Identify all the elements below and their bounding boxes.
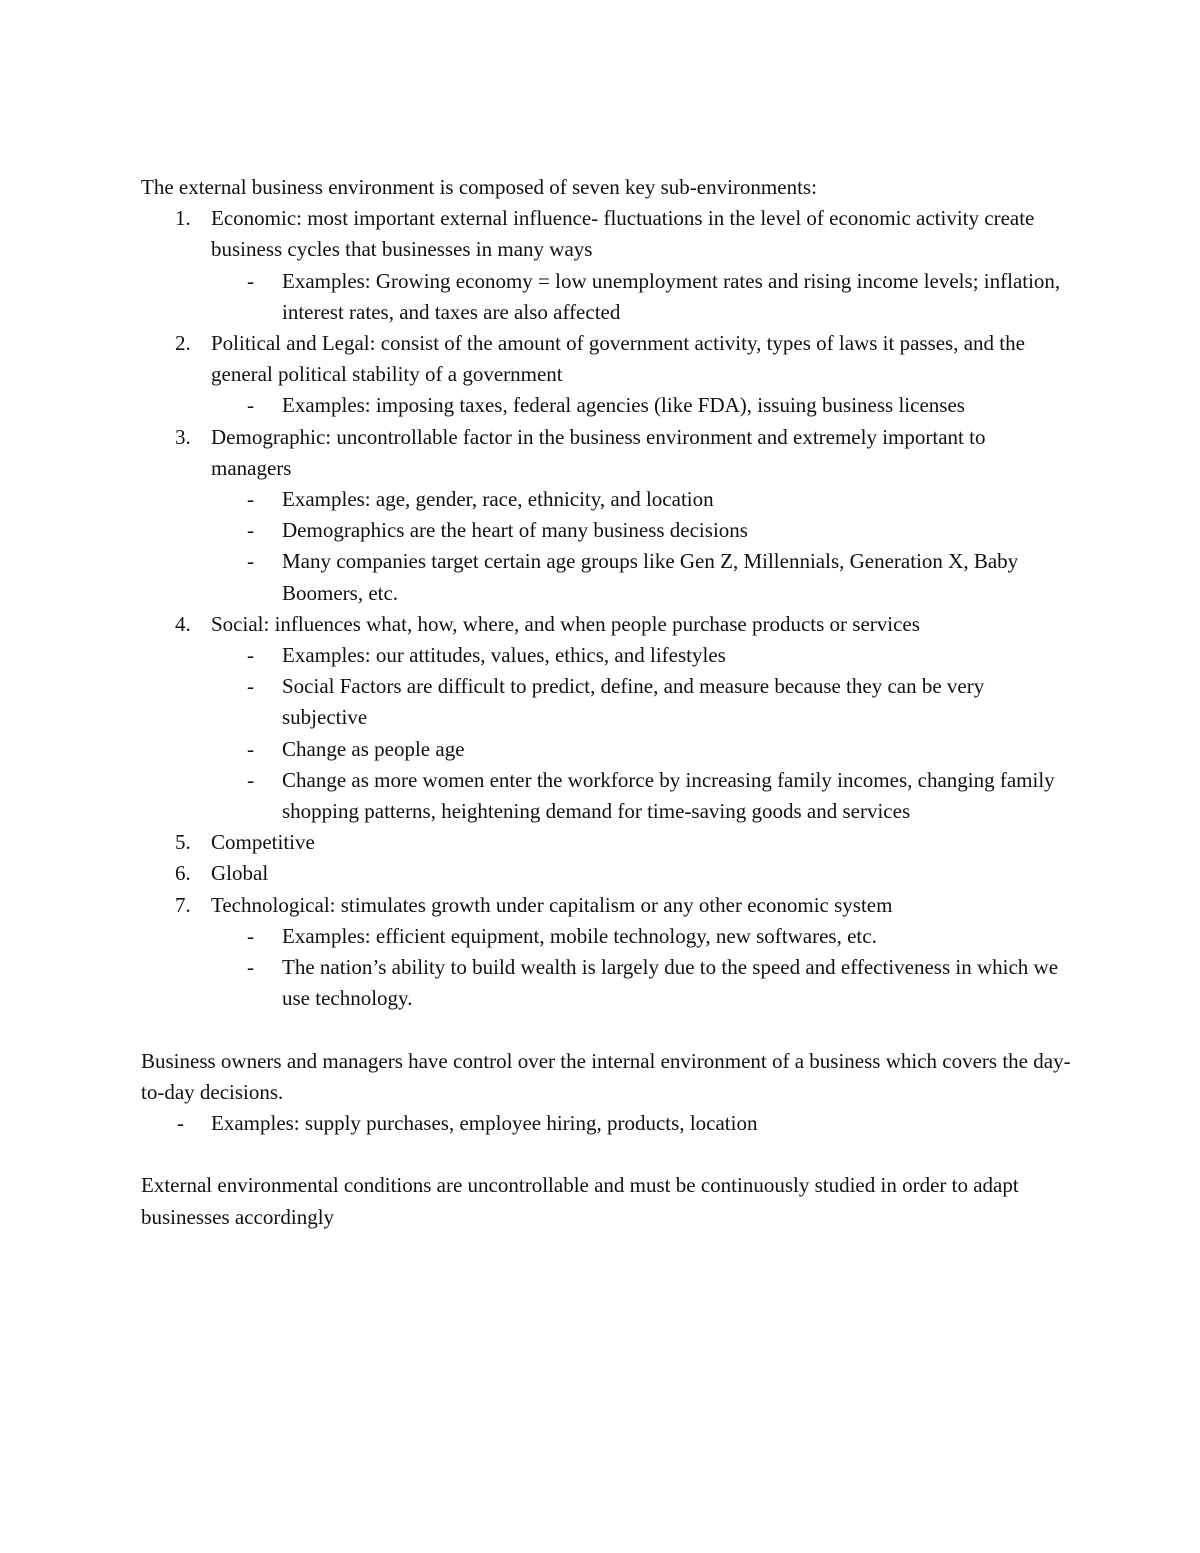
list-number: 1. xyxy=(175,206,191,231)
sub-environment-item xyxy=(141,328,1071,422)
sub-environment-item xyxy=(141,827,1071,858)
example-bullet xyxy=(211,515,1071,546)
bullet-text: Change as more women enter the workforce by increasing family incomes, changing family shopping patterns, heightening demand for time-saving goods and services xyxy=(282,767,1055,824)
bullet-text: Examples: our attitudes, values, ethics, and lifestyles xyxy=(282,643,726,668)
dash-bullet: - xyxy=(247,736,254,761)
sub-environment-item xyxy=(141,422,1071,609)
sub-environment-text: Economic: most important external influence- fluctuations in the level of economic activity create business cycles that businesses in many ways xyxy=(211,206,1035,262)
dash-bullet: - xyxy=(247,268,254,293)
examples-list xyxy=(211,640,1071,827)
bullet-text: Change as people age xyxy=(282,736,465,761)
dash-bullet: - xyxy=(247,767,254,792)
bullet-text: The nation’s ability to build wealth is largely due to the speed and effectiveness in which we use technology. xyxy=(282,955,1059,1011)
list-number: 3. xyxy=(175,424,191,449)
example-bullet xyxy=(211,484,1071,515)
internal-examples-list xyxy=(141,1108,1071,1139)
example-bullet xyxy=(211,734,1071,765)
example-bullet xyxy=(211,266,1071,328)
bullet-text: Examples: imposing taxes, federal agencies (like FDA), issuing business licenses xyxy=(282,393,965,418)
internal-example-bullet xyxy=(141,1108,1071,1139)
list-number: 7. xyxy=(175,892,191,917)
bullet-text: Examples: age, gender, race, ethnicity, and location xyxy=(282,487,714,512)
sub-environment-text: Competitive xyxy=(211,830,315,855)
examples-list xyxy=(211,484,1071,609)
document-body xyxy=(141,172,1071,1233)
example-bullet xyxy=(211,546,1071,608)
dash-bullet: - xyxy=(247,518,254,543)
bullet-text: Social Factors are difficult to predict, define, and measure because they can be very subjective xyxy=(282,674,985,730)
example-bullet xyxy=(211,921,1071,952)
paragraph-spacer xyxy=(141,1139,1071,1170)
dash-bullet: - xyxy=(247,923,254,948)
dash-bullet: - xyxy=(247,643,254,668)
sub-environment-text: Global xyxy=(211,861,269,886)
sub-environment-item xyxy=(141,858,1071,889)
bullet-text: Demographics are the heart of many business decisions xyxy=(282,518,748,543)
dash-bullet: - xyxy=(247,487,254,512)
sub-environment-list xyxy=(141,203,1071,1014)
example-bullet xyxy=(211,640,1071,671)
list-number: 2. xyxy=(175,331,191,356)
bullet-text: Examples: Growing economy = low unemployment rates and rising income levels; inflation, interest rates, and taxes are also affected xyxy=(282,268,1061,324)
dash-bullet: - xyxy=(247,549,254,574)
list-number: 4. xyxy=(175,611,191,636)
internal-paragraph: Business owners and managers have control over the internal environment of a business which covers the day-to-day decisions. xyxy=(141,1048,1071,1104)
closing-paragraph: External environmental conditions are uncontrollable and must be continuously studied in order to adapt businesses accordingly xyxy=(141,1173,1019,1229)
dash-bullet: - xyxy=(247,955,254,980)
examples-list xyxy=(211,266,1071,328)
example-bullet xyxy=(211,952,1071,1014)
dash-bullet: - xyxy=(177,1111,184,1136)
example-bullet xyxy=(211,671,1071,733)
examples-list xyxy=(211,921,1071,1015)
paragraph-spacer xyxy=(141,1014,1071,1045)
list-number: 6. xyxy=(175,861,191,886)
sub-environment-text: Social: influences what, how, where, and when people purchase products or services xyxy=(211,611,920,636)
intro-paragraph: The external business environment is composed of seven key sub-environments: xyxy=(141,175,817,199)
sub-environment-item xyxy=(141,890,1071,1015)
bullet-text: Many companies target certain age groups like Gen Z, Millennials, Generation X, Baby Boomers, etc. xyxy=(282,549,1019,605)
sub-environment-item xyxy=(141,203,1071,328)
example-bullet xyxy=(211,390,1071,421)
sub-environment-text: Demographic: uncontrollable factor in the business environment and extremely important to managers xyxy=(211,424,986,480)
dash-bullet: - xyxy=(247,393,254,418)
sub-environment-text: Political and Legal: consist of the amount of government activity, types of laws it passes, and the general political stability of a government xyxy=(211,331,1025,387)
example-bullet xyxy=(211,765,1071,827)
sub-environment-item xyxy=(141,609,1071,827)
sub-environment-text: Technological: stimulates growth under capitalism or any other economic system xyxy=(211,892,893,917)
bullet-text: Examples: efficient equipment, mobile technology, new softwares, etc. xyxy=(282,923,877,948)
bullet-text: Examples: supply purchases, employee hiring, products, location xyxy=(211,1111,758,1136)
list-number: 5. xyxy=(175,830,191,855)
dash-bullet: - xyxy=(247,674,254,699)
examples-list xyxy=(211,390,1071,421)
